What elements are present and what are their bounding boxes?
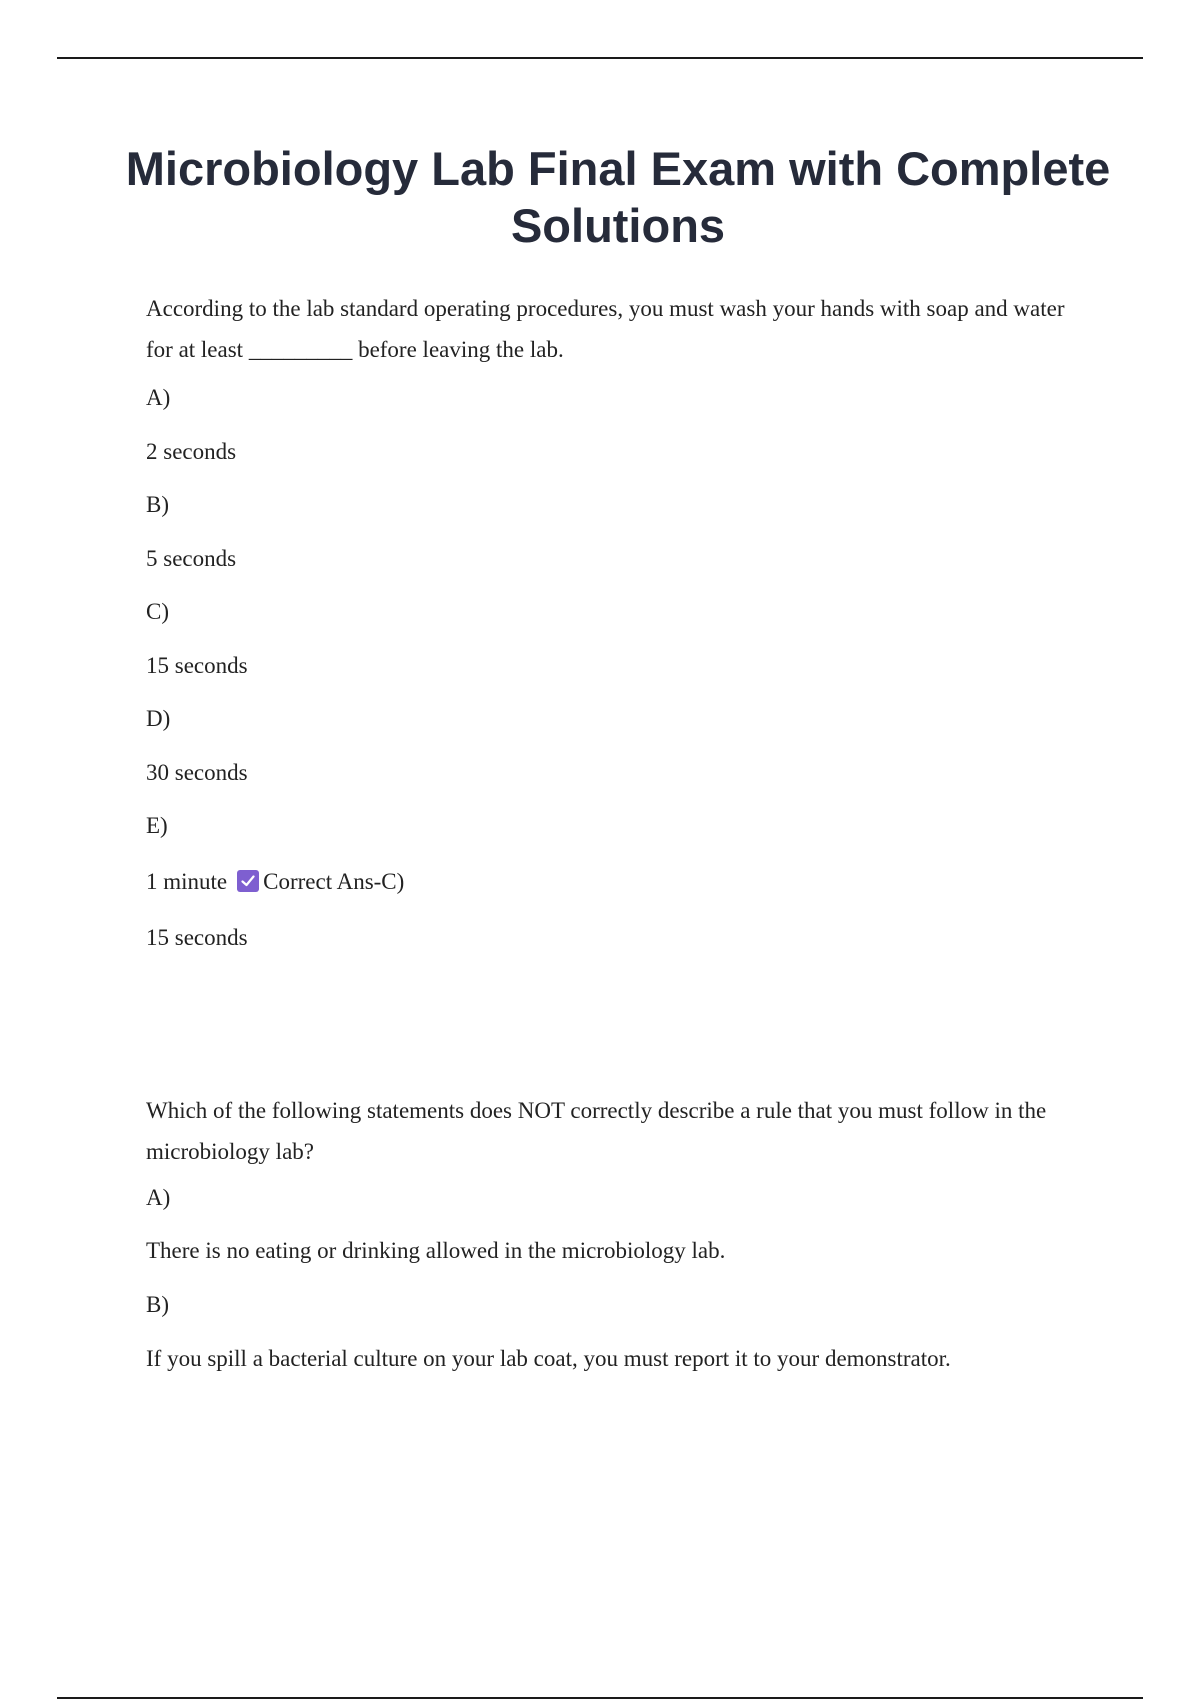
q1-option-b-letter: B) <box>146 492 169 517</box>
question-2-text: Which of the following statements does NOT correctly describe a rule that you must follow in the microbiology lab? <box>146 1098 1047 1164</box>
page-title: Microbiology Lab Final Exam with Complete Solutions <box>125 142 1111 252</box>
q2-option-b-letter: B) <box>146 1292 169 1317</box>
bottom-divider <box>57 1697 1143 1699</box>
question-1-text: According to the lab standard operating procedures, you must wash your hands with soap and water for at least _________ before leaving the lab. <box>146 296 1065 362</box>
q2-option-a-text: There is no eating or drinking allowed in the microbiology lab. <box>146 1238 726 1263</box>
q1-option-a-letter: A) <box>146 385 171 410</box>
top-divider <box>57 57 1143 59</box>
correct-answer-label: Correct Ans-C) <box>263 869 405 894</box>
q1-option-e-letter: E) <box>146 813 168 838</box>
correct-answer-text: 15 seconds <box>146 925 248 950</box>
checkmark-icon <box>237 870 259 892</box>
q1-option-e-text: 1 minute <box>146 869 228 894</box>
q1-option-a-text: 2 seconds <box>146 439 237 464</box>
q1-option-d-text: 30 seconds <box>146 760 248 785</box>
q1-option-c-letter: C) <box>146 599 169 624</box>
q1-option-e-line <box>146 861 1076 902</box>
q1-option-d-letter: D) <box>146 706 171 731</box>
q1-option-c-text: 15 seconds <box>146 653 248 678</box>
q2-option-b-text: If you spill a bacterial culture on your lab coat, you must report it to your demonstrator. <box>146 1346 951 1371</box>
q1-option-b-text: 5 seconds <box>146 546 237 571</box>
q2-option-a-letter: A) <box>146 1185 171 1210</box>
